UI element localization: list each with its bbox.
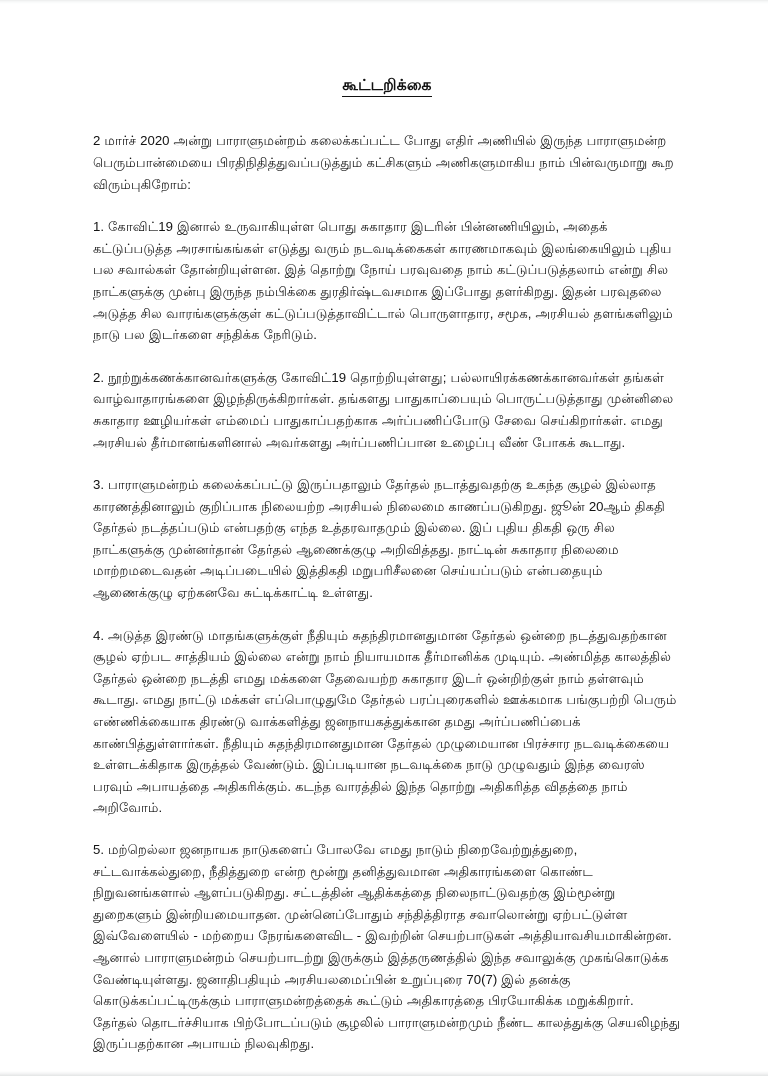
document-content — [93, 0, 681, 1055]
numbered-paragraph-4: 4. அடுத்த இரண்டு மாதங்களுக்குள் நீதியும் சுதந்திரமானதுமான தேர்தல் ஒன்றை நடத்துவதற்கான சூழல் ஏற்பட சாத்தியம் இல்லை என்று நாம் நியாயமாக தீர்மானிக்க முடியும். அண்மித்த காலத்தில் தேர்தல் ஒன்றை நடத்தி எமது மக்களை தேவையற்ற சுகாதார இடர் ஒன்றிற்குள் நாம் தள்ளவும் கூடாது. எமது நாட்டு மக்கள் எப்பொழுதுமே தேர்தல் பரப்புரைகளில் ஊக்கமாக பங்குபற்றி பெரும் எண்ணிக்கையாக திரண்டு வாக்களித்து ஜனநாயகத்துக்கான தமது அர்ப்பணிப்பைக் காண்பித்துள்ளார்கள். நீதியும் சுதந்திரமானதுமான தேர்தல் முழுமையான பிரச்சார நடவடிக்கையை உள்ளடக்கிதாக இருத்தல் வேண்டும். இப்படியான நடவடிக்கை நாடு முழுவதும் இந்த வைரஸ் பரவும் அபாயத்தை அதிகரிக்கும். கடந்த வாரத்தில் இந்த தொற்று அதிகரித்த விதத்தை நாம் அறிவோம். — [93, 627, 677, 816]
numbered-paragraph-3: 3. பாராளுமன்றம் கலைக்கப்பட்டு இருப்பதாலும் தேர்தல் நடாத்துவதற்கு உகந்த சூழல் இல்லாத காரணத்தினாலும் குறிப்பாக நிலையற்ற அரசியல் நிலைமை காணப்படுகிறது. ஜூன் 20ஆம் திகதி தேர்தல் நடத்தப்படும் என்பதற்கு எந்த உத்தரவாதமும் இல்லை. இப் புதிய திகதி ஒரு சில நாட்களுக்கு முன்னர்தான் தேர்தல் ஆணைக்குழு அறிவித்தது. நாட்டின் சுகாதார நிலைமை மாற்றமடைவதன் அடிப்படையில் இத்திகதி மறுபரிசீலனை செய்யப்படும் என்பதையும் ஆணைக்குழு ஏற்கனவே சுட்டிக்காட்டி உள்ளது. — [93, 477, 665, 601]
page-title-text: கூட்டறிக்கை — [342, 76, 431, 97]
numbered-paragraph-2: 2. நூற்றுக்கணக்கானவர்களுக்கு கோவிட்19 தொற்றியுள்ளது; பல்லாயிரக்கணக்கானவர்கள் தங்கள் வாழ்வாதாரங்களை இழந்திருக்கிறார்கள். தங்களது பாதுகாப்பையும் பொருட்படுத்தாது முன்னிலை சுகாதார ஊழியர்கள் எம்மைப் பாதுகாப்பதற்காக அர்ப்பணிப்போடு சேவை செய்கிறார்கள். எமது அரசியல் தீர்மானங்களினால் அவர்களது அர்ப்பணிப்பான உழைப்பு வீண் போகக் கூடாது. — [93, 369, 674, 450]
intro-paragraph: 2 மார்ச் 2020 அன்று பாராளுமன்றம் கலைக்கப்பட்ட போது எதிர் அணியில் இருந்த பாராளுமன்ற பெரும்பான்மையை பிரதிநிதித்துவப்படுத்தும் கட்சிகளும் அணிகளுமாகிய நாம் பின்வருமாறு கூற விரும்புகிறோம்: — [93, 133, 674, 192]
page-bottom-edge-shading — [0, 1071, 768, 1076]
numbered-paragraph-1: 1. கோவிட்19 இனால் உருவாகியுள்ள பொது சுகாதார இடரின் பின்னணியிலும், அதைக் கட்டுப்படுத்த அரசாங்கங்கள் எடுத்து வரும் நடவடிக்கைகள் காரணமாகவும் இலங்கையிலும் புதிய பல சவால்கள் தோன்றியுள்ளன. இத் தொற்று நோய் பரவுவதை நாம் கட்டுப்படுத்தலாம் என்று சில நாட்களுக்கு முன்பு இருந்த நம்பிக்கை துரதிர்ஷ்டவசமாக இப்போது தளர்கிறது. இதன் பரவுதலை அடுத்த சில வாரங்களுக்குள் கட்டுப்படுத்தாவிட்டால் பொருளாதார, சமூக, அரசியல் தளங்களிலும் நாடு பல இடர்களை சந்திக்க நேரிடும். — [93, 219, 673, 343]
numbered-paragraph-5: 5. மற்றெல்லா ஜனநாயக நாடுகளைப் போலவே எமது நாடும் நிறைவேற்றுத்துறை, சட்டவாக்கல்துறை, நீதித்துறை என்ற மூன்று தனித்துவமான அதிகாரங்களை கொண்ட நிறுவனங்களால் ஆளப்படுகிறது. சட்டத்தின் ஆதிக்கத்தை நிலைநாட்டுவதற்கு இம்மூன்று துறைகளும் இன்றியமையாதன. முன்னெப்போதும் சந்தித்திராத சவாலொன்று ஏற்பட்டுள்ள இவ்வேளையில் - மற்றைய நேரங்களைவிட - இவற்றின் செயற்பாடுகள் அத்தியாவசியமாகின்றன. ஆனால் பாராளுமன்றம் செயற்பாடற்று இருக்கும் இத்தருணத்தில் இந்த சவாலுக்கு முகங்கொடுக்க வேண்டியுள்ளது. ஜனாதிபதியும் அரசியலமைப்பின் உறுப்புரை 70(7) இல் தனக்கு கொடுக்கப்பட்டிருக்கும் பாராளுமன்றத்தைக் கூட்டும் அதிகாரத்தை பிரயோகிக்க மறுக்கிறார். தேர்தல் தொடர்ச்சியாக பிற்போடப்படும் சூழலில் பாராளுமன்றமும் நீண்ட காலத்துக்கு செயலிழந்து இருப்பதற்கான அபாயம் நிலவுகிறது. — [93, 842, 681, 1052]
page-title — [93, 0, 681, 97]
